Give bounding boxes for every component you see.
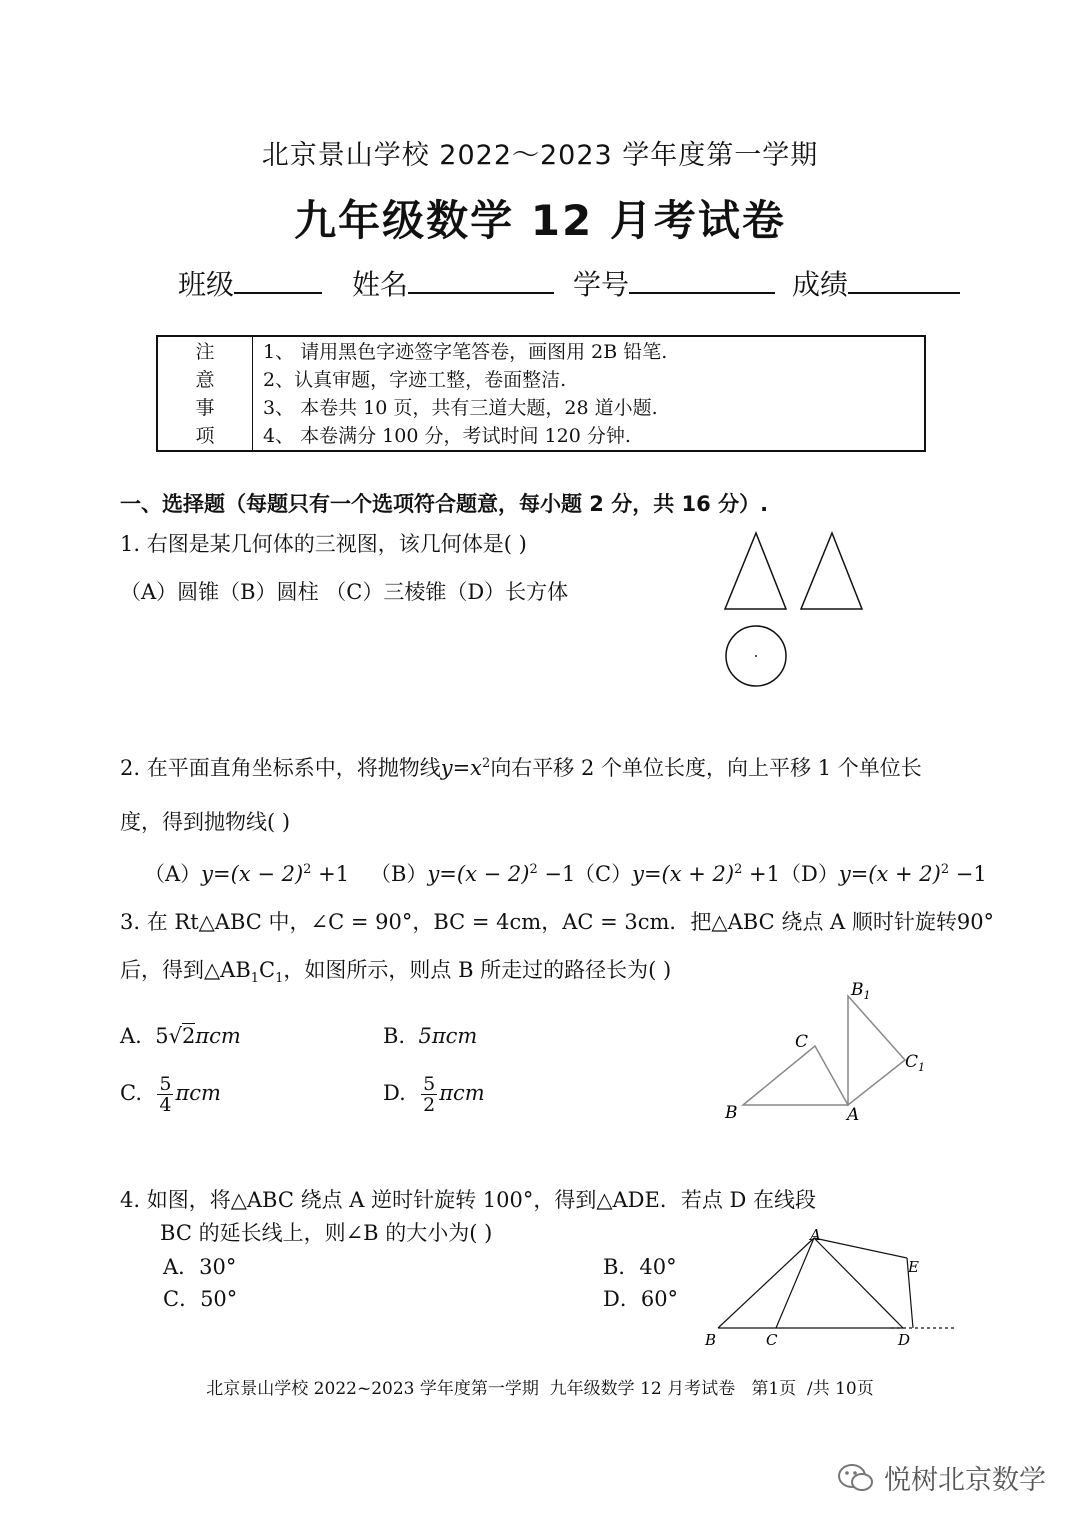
- svg-text:C1: $C_1$: [905, 1052, 926, 1074]
- watermark-text: 悦树北京数学: [884, 1465, 1046, 1496]
- q4-option-a: A．30°: [163, 1255, 237, 1279]
- student-id-label: 学号: [573, 268, 630, 301]
- class-field: [178, 262, 322, 303]
- side-view-triangle: [801, 533, 862, 609]
- q2-option-c: $(C)y=(x + 2)^2 +1$: [574, 862, 780, 886]
- score-label: 成绩: [792, 268, 849, 301]
- segment-ac: [776, 1238, 814, 1328]
- q4-option-d: D．60°: [603, 1287, 679, 1311]
- school-line: 北京景山学校 2022～2023 学年度第一学期: [261, 140, 819, 171]
- q3-option-c: C. $\frac{5}{4}$ πcm: [120, 1073, 221, 1116]
- notice-items: [253, 336, 926, 451]
- q4-stem-line2: BC 的延长线上，则∠B 的大小为( ): [160, 1221, 493, 1245]
- q4-stem: 4. 如图，将△ABC 绕点 A 逆时针旋转 100°，得到△ADE．若点 D 在线段: [120, 1188, 817, 1212]
- svg-text:B: B: [725, 1103, 738, 1123]
- q2-option-d: $(D)y=(x + 2)^2 -1$: [780, 862, 987, 886]
- notice-item: 3、 本卷共 10 页，共有三道大题，28 道小题.: [263, 397, 658, 419]
- svg-text:C: C: [795, 1032, 809, 1052]
- svg-text:B1: $B_1$: [851, 980, 871, 1002]
- q4-option-b: B．40°: [603, 1255, 677, 1279]
- notice-item: 4、 本卷满分 100 分，考试时间 120 分钟.: [263, 425, 631, 447]
- svg-text:A: A: [847, 1105, 860, 1125]
- segment-ad: [814, 1238, 903, 1328]
- student-id-field: [573, 262, 775, 303]
- triangle-abc: [743, 1046, 848, 1105]
- svg-text:B: B: [705, 1331, 717, 1349]
- q2-option-a: $(A)y=(x - 2)^2 +1$: [144, 862, 350, 886]
- watermark: [836, 1458, 1046, 1497]
- triangle-ab1c1: [848, 996, 905, 1105]
- name-field: [352, 262, 554, 303]
- class-label: 班级: [178, 268, 235, 301]
- q4-option-c: C．50°: [163, 1287, 238, 1311]
- notice-item: 1、 请用黑色字迹签字笔答卷，画图用 2B 铅笔.: [263, 341, 668, 363]
- q3-stem-line2: 后，得到$\triangle AB_1C_1$，如图所示，则点 B 所走过的路径长为( ): [120, 958, 672, 987]
- page-footer: 北京景山学校 2022~2023 学年度第一学期 九年级数学 12 月考试卷 第1页 /共 10页: [206, 1379, 874, 1399]
- svg-text:D: D: [898, 1331, 911, 1349]
- q1-three-view-figure: [715, 525, 875, 695]
- svg-text:E: E: [908, 1258, 919, 1276]
- segment-ae: [814, 1238, 907, 1258]
- svg-text:A: A: [810, 1226, 821, 1244]
- q3-option-a: A. 5√2πcm: [120, 1024, 241, 1048]
- wechat-icon: [836, 1462, 876, 1494]
- segment-ab: [718, 1238, 814, 1328]
- q1-options: （A）圆锥（B）圆柱 （C）三棱锥（D）长方体: [120, 580, 569, 604]
- q2-option-b: $(B)y=(x - 2)^2 -1$: [370, 862, 576, 886]
- top-view-center-dot: [755, 655, 757, 657]
- svg-text:C: C: [766, 1331, 778, 1349]
- exam-title: 九年级数学 12 月考试卷: [294, 196, 786, 245]
- q4-rotation-figure: [698, 1224, 960, 1354]
- q3-option-d: D. $\frac{5}{2}$ πcm: [383, 1073, 485, 1116]
- notice-item: 2、认真审题，字迹工整，卷面整洁.: [263, 369, 567, 391]
- q2-stem: 2. 在平面直角坐标系中，将抛物线$y=x^2$向右平移 2 个单位长度，向上平移 1 个单位长: [120, 756, 922, 780]
- name-label: 姓名: [352, 268, 409, 301]
- q1-stem: 1. 右图是某几何体的三视图，该几何体是( ): [120, 532, 527, 556]
- q3-rotation-figure: [715, 975, 935, 1130]
- section-title: 一、选择题（每题只有一个选项符合题意，每小题 2 分，共 16 分）.: [120, 492, 769, 516]
- q2-stem-line2: 度，得到抛物线( ): [120, 810, 291, 834]
- front-view-triangle: [725, 533, 786, 609]
- notice-label: 注 意 事 项: [157, 336, 253, 451]
- score-field: [792, 262, 960, 303]
- q3-stem: 3. 在 Rt△ABC 中，∠C = 90°，BC = 4cm，AC = 3cm．把△ABC 绕点 A 顺时针旋转90°: [120, 910, 995, 934]
- q3-option-b: B. 5πcm: [383, 1024, 478, 1048]
- notice-box: [156, 335, 926, 452]
